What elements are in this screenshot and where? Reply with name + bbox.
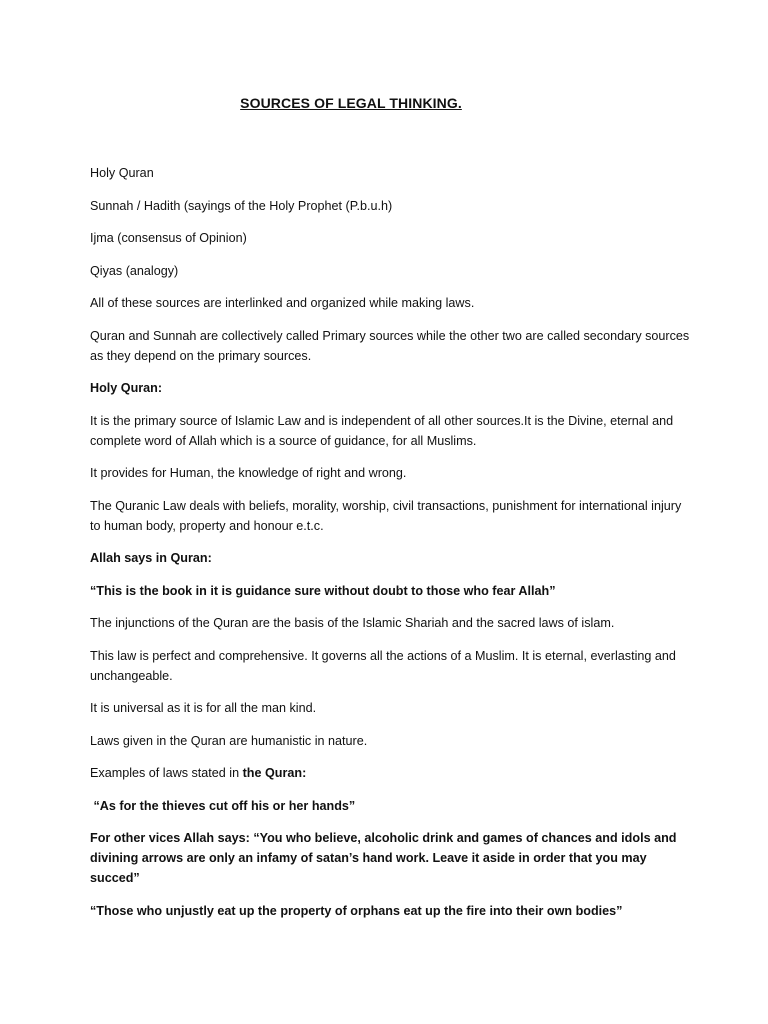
section-heading: Holy Quran: xyxy=(90,381,163,395)
source-item: Sunnah / Hadith (sayings of the Holy Prophet (P.b.u.h) xyxy=(90,198,393,213)
section-heading: Allah says in Quran: xyxy=(90,551,212,565)
paragraph: The injunctions of the Quran are the basis of the Islamic Shariah and the sacred laws of islam. xyxy=(90,616,615,630)
source-item: Ijma (consensus of Opinion) xyxy=(90,231,247,245)
paragraph: It provides for Human, the knowledge of right and wrong. xyxy=(90,466,407,480)
document-body xyxy=(90,163,690,933)
quote: For other vices Allah says: “You who believe, alcoholic drink and games of chances and idols and divining arrows are only an infamy of satan’s hand work. Leave it aside in order that you may succed” xyxy=(90,831,677,885)
examples-line xyxy=(90,763,690,783)
quote: “Those who unjustly eat up the property of orphans eat up the fire into their own bodies” xyxy=(90,903,623,918)
paragraph: It is the primary source of Islamic Law and is independent of all other sources.It is the Divine, eternal and complete word of Allah which is a source of guidance, for all Muslims. xyxy=(90,413,674,448)
source-item: Holy Quran xyxy=(90,166,154,180)
examples-bold: the Quran: xyxy=(242,766,307,780)
paragraph: Quran and Sunnah are collectively called Primary sources while the other two are called secondary sources as they depend on the primary sources. xyxy=(90,328,690,363)
paragraph: All of these sources are interlinked and organized while making laws. xyxy=(90,296,475,310)
source-item: Qiyas (analogy) xyxy=(90,263,179,278)
paragraph: It is universal as it is for all the man kind. xyxy=(90,701,317,715)
paragraph: This law is perfect and comprehensive. It governs all the actions of a Muslim. It is eternal, everlasting and unchangeable. xyxy=(90,648,676,683)
quote: “This is the book in it is guidance sure without doubt to those who fear Allah” xyxy=(90,583,556,598)
document-title: SOURCES OF LEGAL THINKING. xyxy=(240,95,462,111)
examples-prefix: Examples of laws stated in xyxy=(90,766,243,780)
paragraph: Laws given in the Quran are humanistic in nature. xyxy=(90,733,368,748)
quote: “As for the thieves cut off his or her hands” xyxy=(90,798,356,813)
paragraph: The Quranic Law deals with beliefs, morality, worship, civil transactions, punishment for international injury to human body, property and honour e.t.c. xyxy=(90,498,682,533)
